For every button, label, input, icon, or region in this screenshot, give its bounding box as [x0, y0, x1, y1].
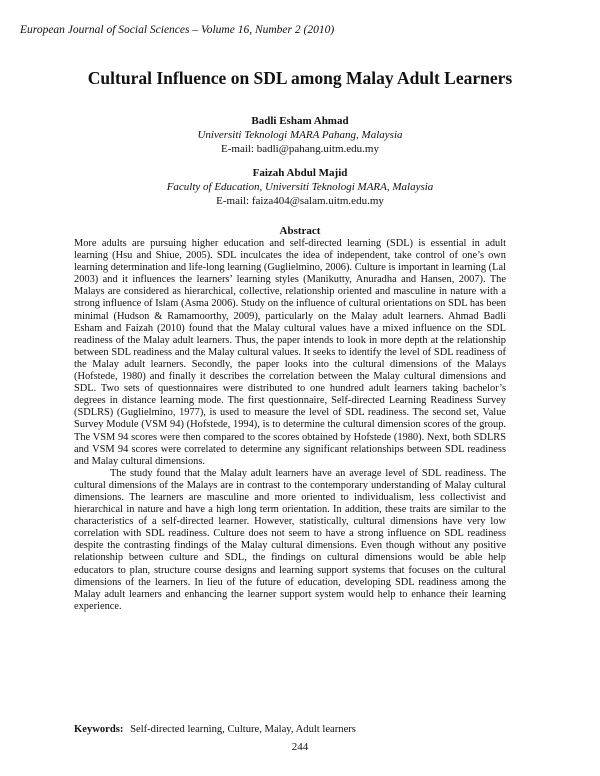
keywords-list: Self-directed learning, Culture, Malay, Adult learners	[130, 724, 356, 735]
page-number: 244	[291, 741, 309, 753]
author-block-1	[0, 114, 600, 156]
abstract-paragraph-2: The study found that the Malay adult learners have an average level of SDL readiness. The cultural dimensions of the Malays are in contrast to the contemporary understanding of Malay cultural dimensions. The learners are masculine and more oriented to individualism, less collectivist and hierarchical in nature and have a high long term orientation. In addition, these traits are similar to the characteristics of a self-directed learner. However, statistically, cultural dimensions have very low correlation with SDL readiness. Culture does not seem to have a strong influence on SDL readiness despite the contrasting findings of the Malay cultural dimensions. Even though without any positive relationship between culture and SDL, the findings on cultural dimensions would be able help educators to plan, structure course designs and learning support systems that focuses on the cultural dimensions of the learners. In lieu of the future of education, developing SDL readiness among the Malay adult learners and enhancing the learner support system would help to enhance their learning experience.	[74, 467, 506, 612]
author-name: Faizah Abdul Majid	[252, 167, 348, 179]
author-name: Badli Esham Ahmad	[251, 115, 349, 127]
abstract-paragraph-1: More adults are pursuing higher education and self-directed learning (SDL) is essential in adult learning (Hsu and Shiue, 2005). SDL inculcates the idea of independent, take control of one’s own learning determination and life-long learning (Guglielmino, 2006). Culture is important in learning (Lal 2003) and it influences the learners’ learning styles (Manikutty, Anuradha and Hansen, 2007). The Malays are considered as hierarchical, collective, relationship oriented and masculine in nature with a strong influence of Islam (Asma 2006). Study on the influence of cultural orientations on SDL has been minimal (Hudson & Ramamoorthy, 2009), particularly on the Malay adult learners. Ahmad Badli Esham and Faizah (2010) found that the Malay cultural values have a mixed influence on the SDL readiness of the Malay adult learners. Thus, the paper intends to look in more depth at the relationship between SDL readiness and the Malay cultural values. It seeks to identify the level of SDL readiness of the Malay adult learners. Secondly, the paper looks into the cultural dimensions of the Malays (Hofstede, 1980) and finally it describes the correlation between the Malay cultural dimensions and SDL. Two sets of questionnaires were distributed to one hundred adult learners taking bachelor’s degrees in distance learning mode. The first questionnaire, Self-directed Learning Readiness Survey (SDLRS) (Guglielmino, 1977), is used to measure the level of SDL readiness. The second set, Value Survey Module (VSM 94) (Hofstede, 1994), is to determine the cultural dimension scores of the group. The VSM 94 scores were then compared to the scores obtained by Hofstede (1980). Next, both SDLRS and VSM 94 scores were correlated to determine any significant relationships between SDL readiness and Malay cultural dimensions.	[74, 238, 506, 467]
abstract-heading: Abstract	[279, 225, 321, 237]
author-affiliation: Faculty of Education, Universiti Teknologi MARA, Malaysia	[166, 181, 434, 193]
author-affiliation: Universiti Teknologi MARA Pahang, Malaysia	[197, 129, 403, 141]
keywords	[74, 724, 356, 735]
paper-title: Cultural Influence on SDL among Malay Adult Learners	[87, 68, 513, 88]
author-email: E-mail: badli@pahang.uitm.edu.my	[221, 143, 379, 155]
abstract-body	[74, 238, 506, 613]
running-head: European Journal of Social Sciences – Volume 16, Number 2 (2010)	[20, 24, 335, 36]
author-block-2	[0, 166, 600, 208]
keywords-label: Keywords:	[74, 724, 124, 735]
author-email: E-mail: faiza404@salam.uitm.edu.my	[216, 195, 384, 207]
